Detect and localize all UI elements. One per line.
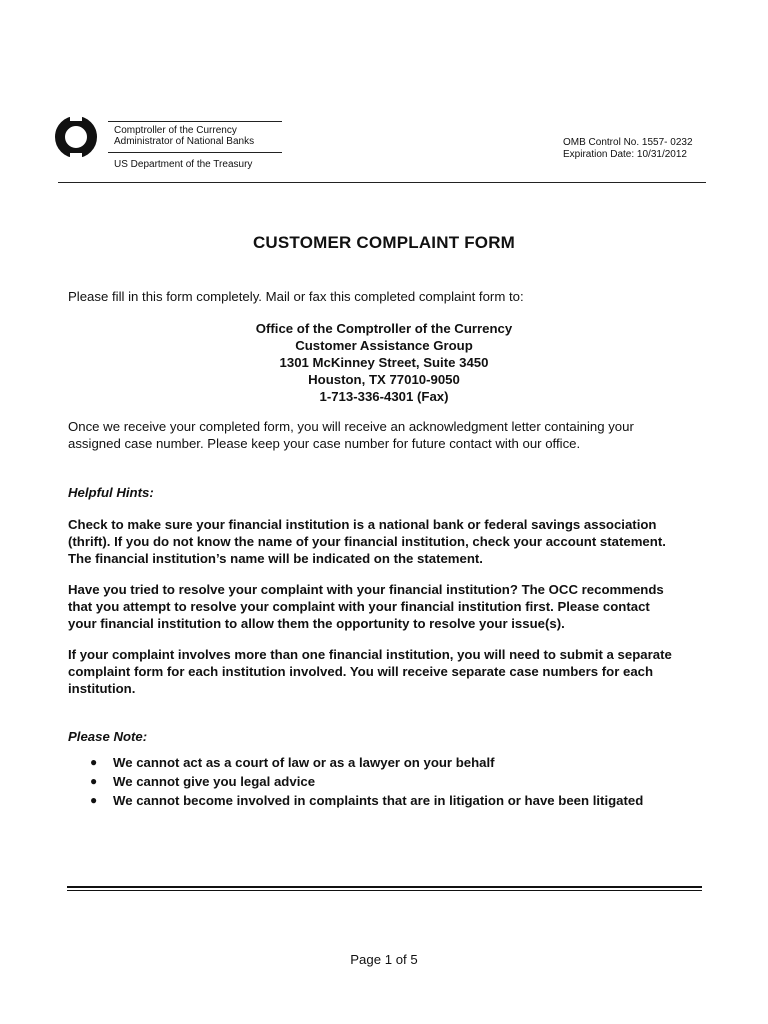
acknowledgment-paragraph	[68, 418, 718, 452]
list-item	[90, 753, 710, 772]
bullet-icon: ●	[90, 774, 98, 788]
agency-name: Comptroller of the Currency	[114, 125, 237, 136]
list-item	[90, 791, 710, 810]
address-line-2: Customer Assistance Group	[295, 338, 473, 353]
hint-paragraph-1	[68, 516, 718, 567]
page-number: Page 1 of 5	[350, 952, 418, 967]
hint-3-line-3: institution.	[68, 681, 136, 696]
mailing-address	[0, 320, 768, 405]
expiration-date: Expiration Date: 10/31/2012	[563, 149, 687, 160]
hint-2-line-1: Have you tried to resolve your complaint with your financial institution? The OCC recommends	[68, 582, 664, 597]
footer-divider-thick	[67, 886, 702, 888]
address-line-4: Houston, TX 77010-9050	[308, 372, 460, 387]
note-text: We cannot become involved in complaints that are in litigation or have been litigated	[113, 793, 644, 808]
address-line-3: 1301 McKinney Street, Suite 3450	[279, 355, 489, 370]
agency-top-rule	[108, 121, 282, 122]
footer-divider-thin	[67, 890, 702, 891]
bullet-icon: ●	[90, 755, 98, 769]
bullet-icon: ●	[90, 793, 98, 807]
address-line-1: Office of the Comptroller of the Currency	[255, 321, 513, 336]
agency-mid-rule	[108, 152, 282, 153]
hint-2-line-2: that you attempt to resolve your complaint with your financial institution first. Please contact	[68, 599, 650, 614]
note-text: We cannot act as a court of law or as a lawyer on your behalf	[113, 755, 495, 770]
list-item	[90, 772, 710, 791]
acknowledgment-line-2: assigned case number. Please keep your case number for future contact with our office.	[68, 436, 581, 451]
omb-info	[563, 137, 693, 161]
hint-2-line-3: your financial institution to allow them the opportunity to resolve your issue(s).	[68, 616, 565, 631]
notes-list	[90, 753, 710, 810]
page-title: CUSTOMER COMPLAINT FORM	[252, 233, 516, 252]
helpful-hints-heading: Helpful Hints:	[68, 485, 154, 500]
hint-3-line-1: If your complaint involves more than one financial institution, you will need to submit a separate	[68, 647, 672, 662]
department-name: US Department of the Treasury	[114, 159, 253, 170]
note-text: We cannot give you legal advice	[113, 774, 316, 789]
hint-1-line-2: (thrift). If you do not know the name of your financial institution, check your account statement.	[68, 534, 666, 549]
acknowledgment-line-1: Once we receive your completed form, you will receive an acknowledgment letter containing your	[68, 419, 634, 434]
omb-control-number: OMB Control No. 1557- 0232	[563, 137, 693, 148]
hint-paragraph-2	[68, 581, 718, 632]
agency-subtitle: Administrator of National Banks	[114, 136, 255, 147]
hint-3-line-2: complaint form for each institution involved. You will receive separate case numbers for each	[68, 664, 654, 679]
hint-1-line-1: Check to make sure your financial institution is a national bank or federal savings association	[68, 517, 657, 532]
hint-1-line-3: The financial institution’s name will be indicated on the statement.	[68, 551, 483, 566]
header-divider	[58, 182, 706, 183]
intro-text: Please fill in this form completely. Mail or fax this completed complaint form to:	[68, 289, 524, 304]
hint-paragraph-3	[68, 646, 718, 697]
fax-number: 1-713-336-4301 (Fax)	[319, 389, 449, 404]
please-note-heading: Please Note:	[68, 729, 148, 744]
occ-logo-icon	[55, 114, 99, 160]
